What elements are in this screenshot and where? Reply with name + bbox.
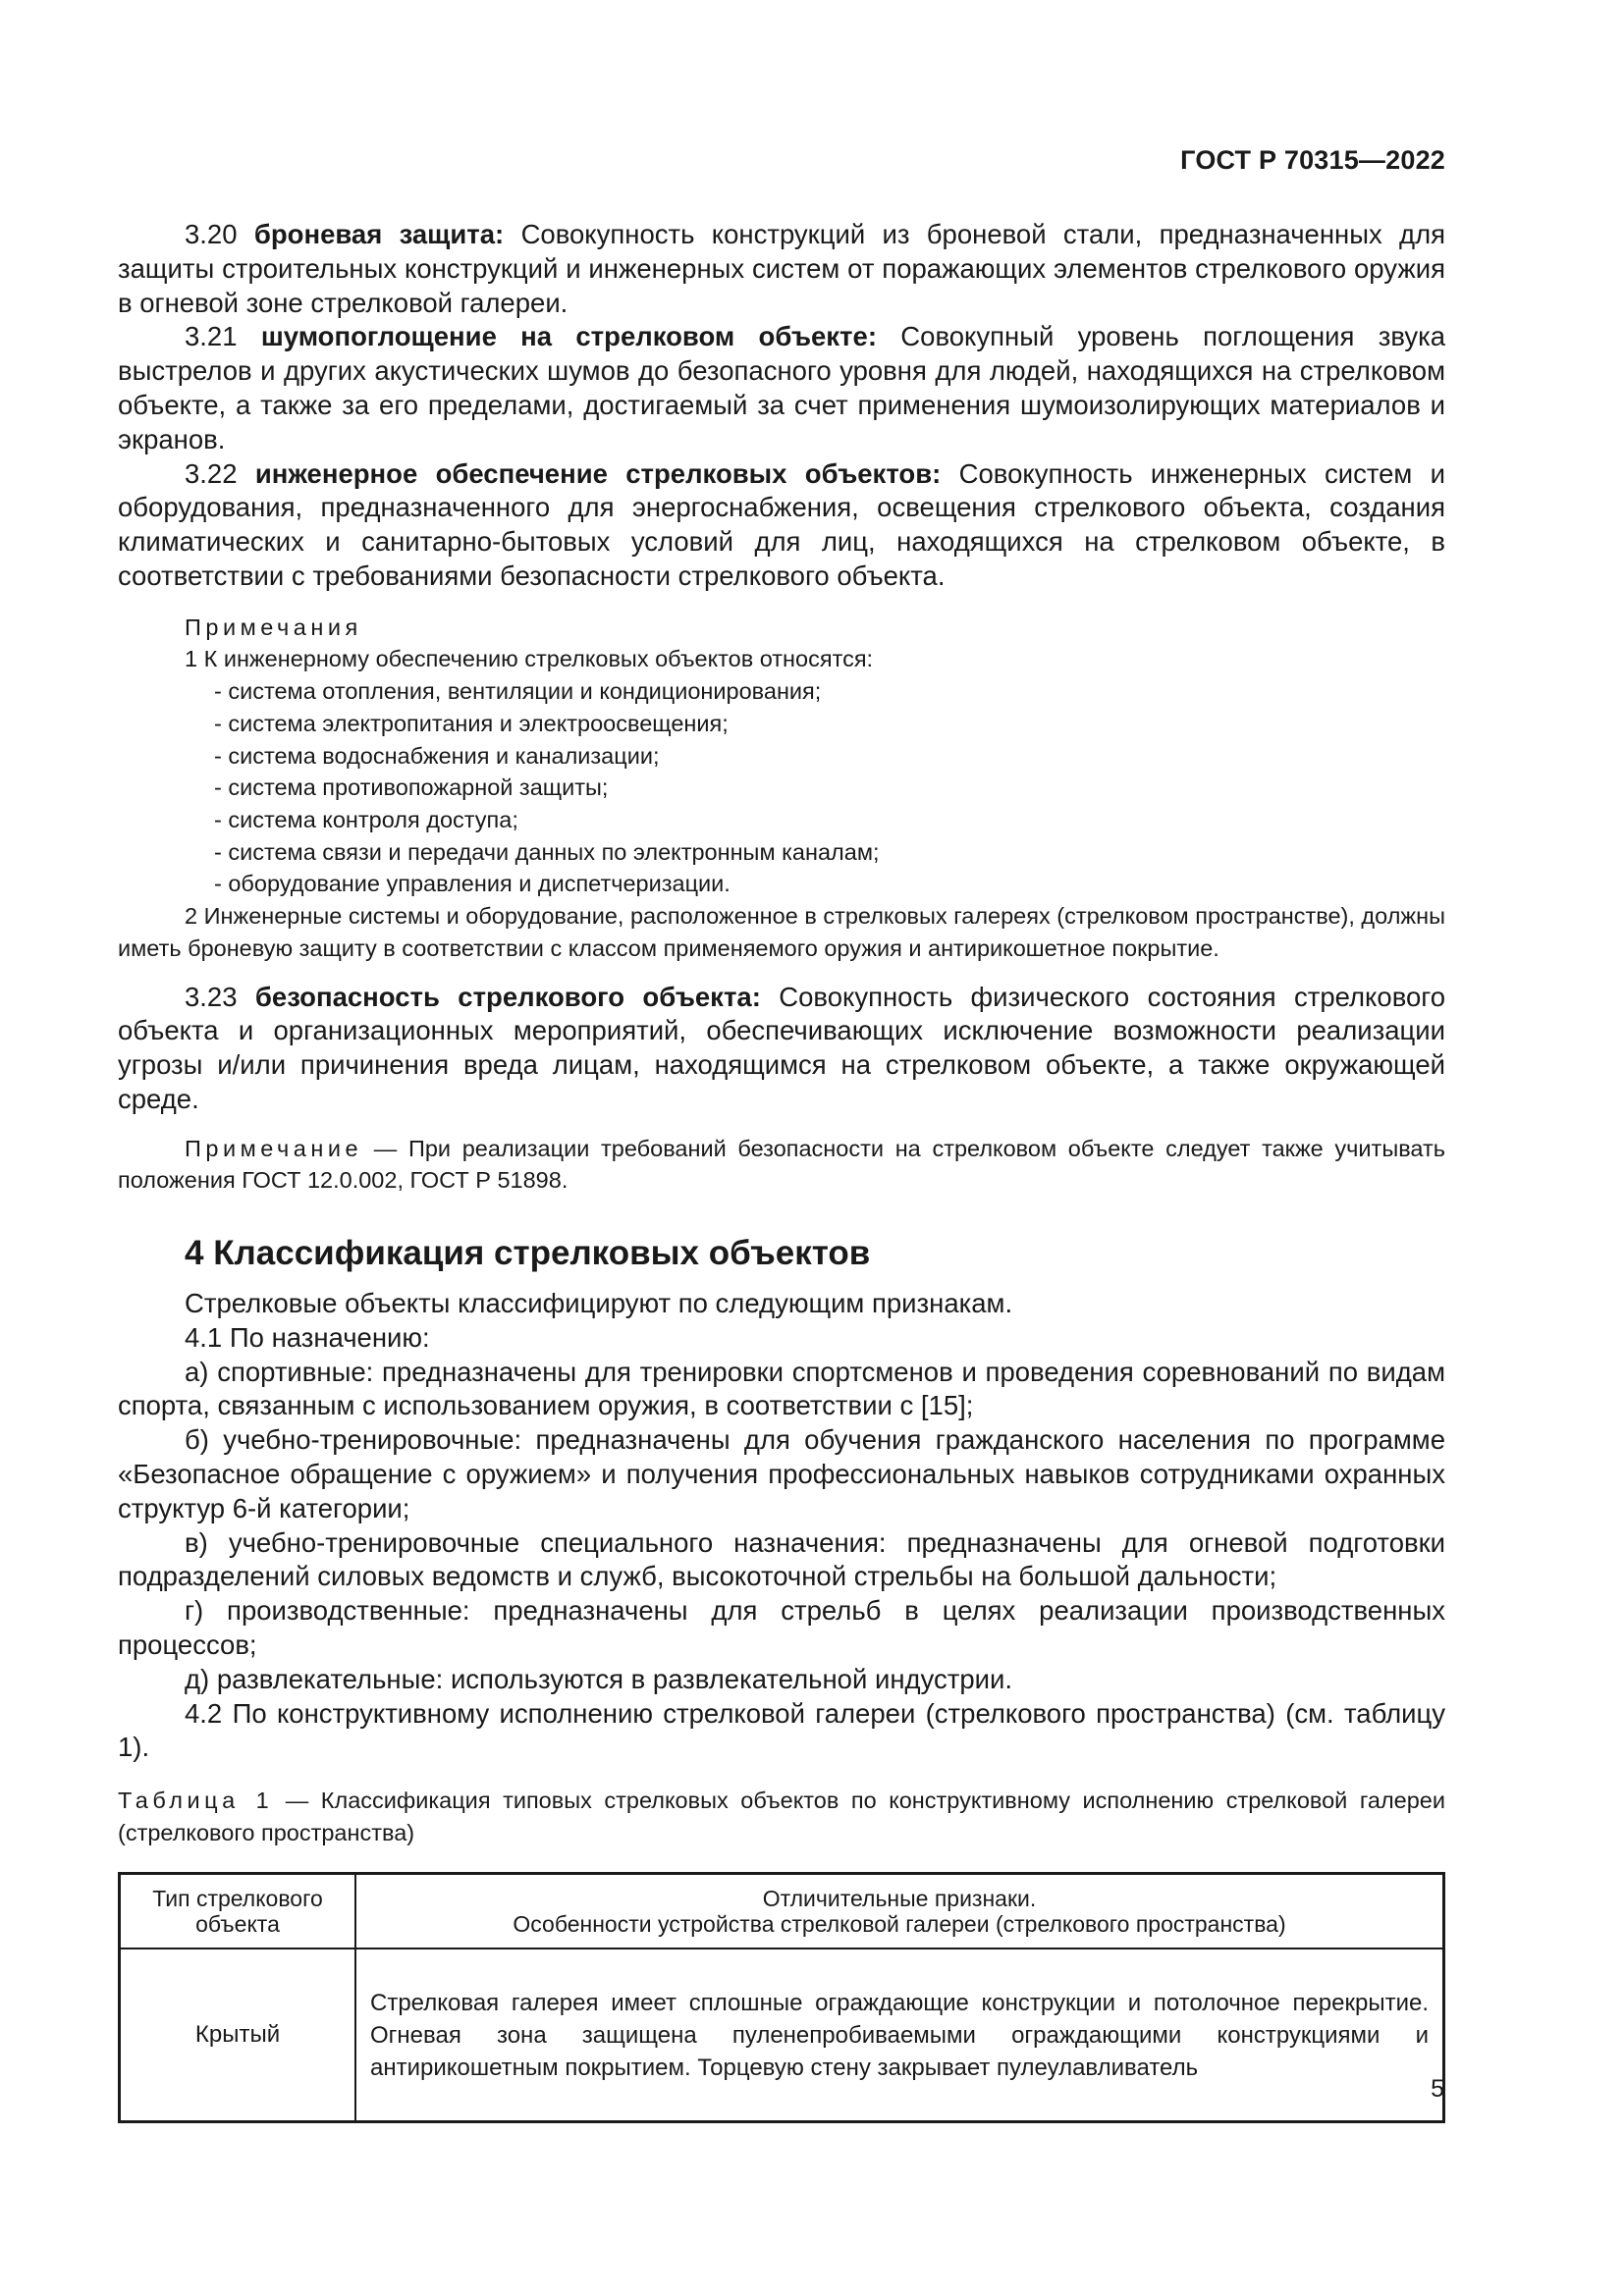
header-type-line1: Тип стрелкового xyxy=(152,1886,323,1912)
note-text: — При реализации требований безопасности на стрелковом объекте следует также учитывать положения ГОСТ 12.0.002, ГОСТ Р 51898. xyxy=(118,1135,1445,1194)
list-item-b: б) учебно-тренировочные: предназначены для обучения гражданского населения по программе «Безопасное обращение с оружием» и получения профессиональных навыков сотрудниками охранных структур 6-й категории; xyxy=(118,1424,1445,1523)
term-definition: Совокупный уровень поглощения звука выстрелов и других акустических шумов до безопасного уровня для людей, находящихся на стрелковом объекте, а также за его пределами, достигаемый за счет применения шумоизолирующих материалов и экранов. xyxy=(118,321,1446,454)
term-title: броневая защита: xyxy=(253,219,505,249)
term-title: шумопоглощение на стрелковом объекте: xyxy=(260,321,877,352)
section-4-title: 4 Классификация стрелковых объектов xyxy=(185,1234,871,1273)
list-item-a: а) спортивные: предназначены для тренировки спортсменов и проведения соревнований по видам спорта, связанным с использованием оружия, в соответствии с [15]; xyxy=(118,1356,1445,1421)
note-list-item: - система связи и передачи данных по электронным каналам; xyxy=(214,838,880,865)
table-header-row xyxy=(120,1874,1444,1949)
section-4-intro: Стрелковые объекты классифицируют по следующим признакам. xyxy=(185,1288,1013,1319)
term-definition: Совокупность физического состояния стрелкового объекта и организационных мероприятий, обеспечивающих исключение возможности реализации угрозы и/или причинения вреда лицам, находящимся на стрелковом объекте, а также окружающей среде. xyxy=(118,981,1446,1114)
note-list-item: - оборудование управления и диспетчеризации. xyxy=(214,871,731,897)
note-list-item: - система контроля доступа; xyxy=(214,806,518,832)
note-list-item: - система электропитания и электроосвещения; xyxy=(214,710,729,736)
note-3-23 xyxy=(118,1133,1445,1197)
term-title: инженерное обеспечение стрелковых объектов: xyxy=(254,457,942,489)
list-item-v: в) учебно-тренировочные специального назначения: предназначены для огневой подготовки подразделений силовых ведомств и служб, высокоточной стрельбы на большой дальности; xyxy=(118,1526,1445,1592)
doc-code-header: ГОСТ Р 70315—2022 xyxy=(1180,145,1445,175)
note-list-item: - система отопления, вентиляции и кондиционирования; xyxy=(214,678,822,705)
term-title: безопасность стрелкового объекта: xyxy=(254,981,761,1012)
table-header-features xyxy=(355,1874,1444,1949)
term-definition: Совокупность конструкций из броневой стали, предназначенных для защиты строительных конструкций и инженерных систем от поражающих элементов стрелкового оружия в огневой зоне стрелковой галереи. xyxy=(118,219,1446,318)
list-item-d: д) развлекательные: используются в развлекательной индустрии. xyxy=(185,1663,1012,1694)
page-content xyxy=(118,218,1445,2123)
page-number: 5 xyxy=(1431,2075,1444,2103)
term-number: 3.20 xyxy=(185,219,238,249)
clause-4-2: 4.2 По конструктивному исполнению стрелковой галереи (стрелкового пространства) (см. таблицу 1). xyxy=(118,1697,1445,1763)
term-3-21 xyxy=(118,320,1445,456)
term-3-22 xyxy=(118,457,1445,594)
term-3-20 xyxy=(118,218,1445,320)
term-definition: Совокупность инженерных систем и оборудования, предназначенного для энергоснабжения, освещения стрелкового объекта, создания климатических и санитарно-бытовых условий для лиц, находящихся на стрелковом объекте, в соответствии с требованиями безопасности стрелкового объекта. xyxy=(118,457,1446,591)
table-caption xyxy=(118,1785,1445,1848)
table-cell-type: Крытый xyxy=(120,1949,356,2122)
note-1-intro: 1 К инженерному обеспечению стрелковых объектов относятся: xyxy=(185,646,874,672)
classification-table xyxy=(118,1872,1445,2123)
header-features-line1: Отличительные признаки. xyxy=(762,1886,1037,1912)
note-2: 2 Инженерные системы и оборудование, расположенное в стрелковых галереях (стрелковом пространстве), должны иметь броневую защиту в соответствии с классом применяемого оружия и антирикошетное покрытие. xyxy=(118,903,1445,961)
notes-title: Примечания xyxy=(185,614,362,640)
note-label: Примечание xyxy=(185,1135,363,1161)
term-number: 3.23 xyxy=(185,981,238,1012)
note-list-item: - система водоснабжения и канализации; xyxy=(214,742,660,769)
list-item-g: г) производственные: предназначены для стрельб в целях реализации производственных процессов; xyxy=(118,1595,1445,1661)
header-type-line2: объекта xyxy=(195,1911,280,1938)
term-number: 3.21 xyxy=(185,321,238,352)
clause-4-1: 4.1 По назначению: xyxy=(185,1321,430,1353)
header-features-line2: Особенности устройства стрелковой галереи (стрелкового пространства) xyxy=(513,1911,1286,1938)
note-list-item: - система противопожарной защиты; xyxy=(214,774,609,801)
table-header-type xyxy=(120,1874,356,1949)
term-3-23 xyxy=(118,981,1445,1117)
term-number: 3.22 xyxy=(185,457,238,489)
table-row xyxy=(120,1949,1444,2122)
table-cell-description: Стрелковая галерея имеет сплошные ограждающие конструкции и потолочное перекрытие. Огневая зона защищена пуленепробиваемыми ограждающими конструкциями и антирикошетным покрытием. Торцевую стену закрывает пулеулавливатель xyxy=(355,1949,1444,2122)
table-caption-text: — Классификация типовых стрелковых объектов по конструктивному исполнению стрелковой галереи (стрелкового пространства) xyxy=(118,1788,1446,1845)
table-caption-label: Таблица 1 xyxy=(118,1788,274,1814)
